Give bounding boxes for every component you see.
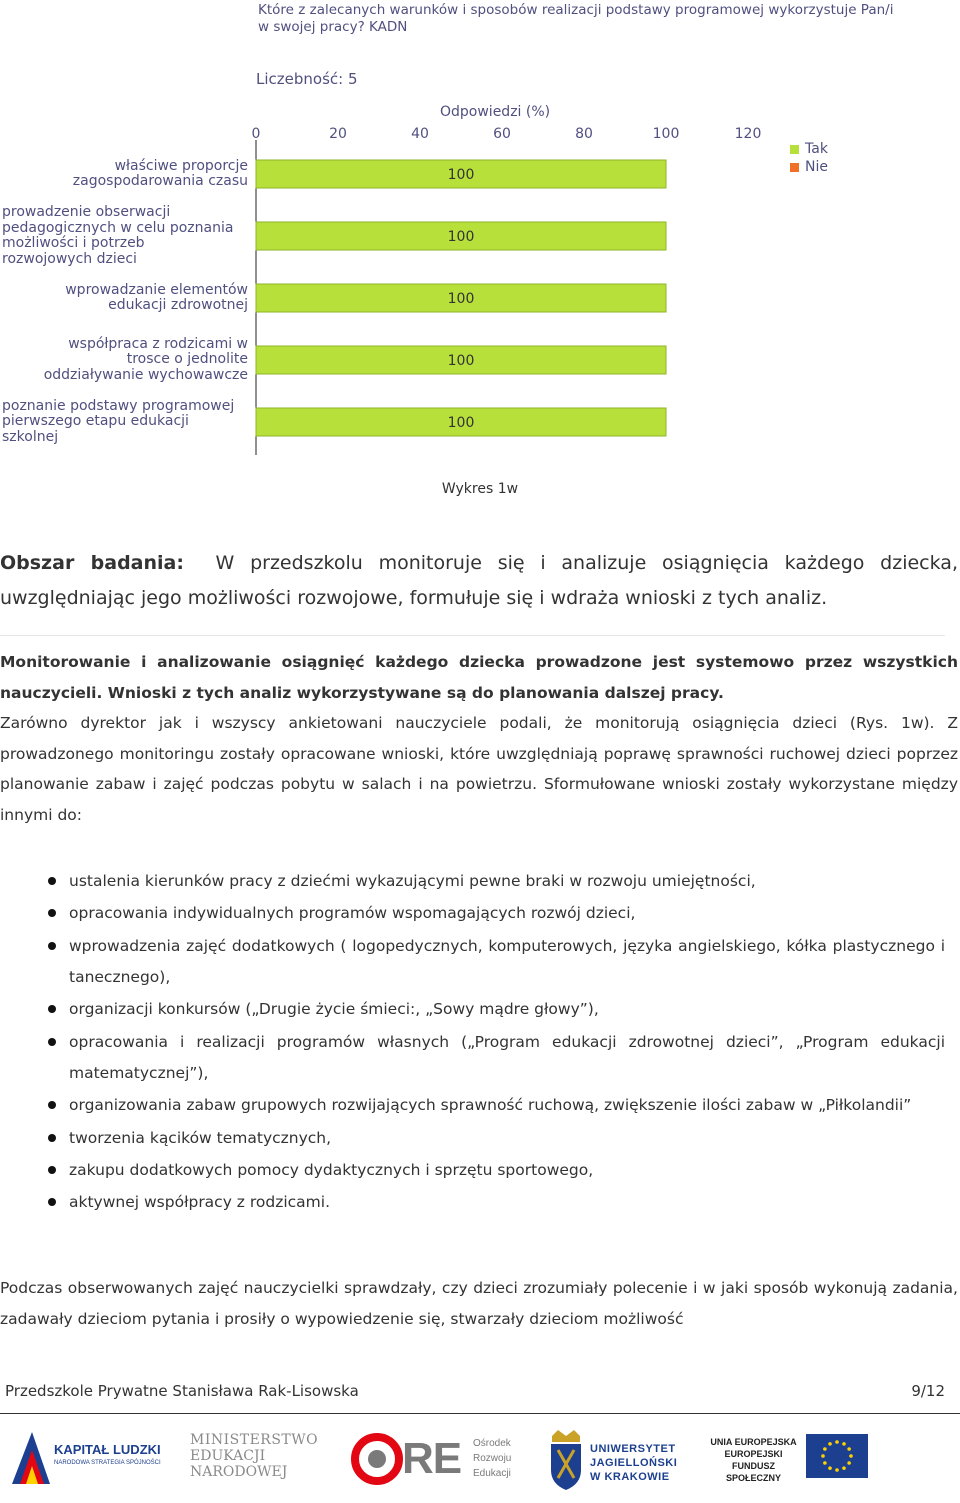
category-label-line: trosce o jednolite	[126, 351, 248, 368]
bullet-icon	[48, 877, 56, 885]
ore-wordmark: RE	[402, 1434, 462, 1483]
category-label	[2, 283, 248, 314]
category-label-line: wprowadzanie elementów	[65, 281, 248, 298]
category-label-line: pedagogicznych w celu poznania	[2, 219, 234, 236]
eu-star-icon	[835, 1468, 839, 1472]
footer-divider	[0, 1413, 960, 1414]
category-label-line: zagospodarowania czasu	[72, 173, 248, 189]
x-tick-label: 40	[411, 126, 429, 142]
research-area-label: Obszar badania:	[0, 552, 184, 574]
eu-star-icon	[828, 1442, 832, 1446]
men-line-1: MINISTERSTWO	[190, 1432, 319, 1448]
kapital-ludzki-emblem-icon	[10, 1430, 52, 1486]
bullet-icon	[48, 1198, 56, 1206]
list-item	[0, 1187, 945, 1218]
list-item-text: aktywnej współpracy z rodzicami.	[69, 1193, 331, 1212]
category-label-line: właściwe proporcje	[114, 157, 248, 174]
kl-title: KAPITAŁ LUDZKI	[54, 1442, 161, 1457]
category-label-line: współpraca z rodzicami w	[68, 335, 248, 352]
category-label	[2, 399, 252, 446]
list-item	[0, 1027, 945, 1089]
bullet-icon	[48, 1038, 56, 1046]
ore-line-3: Edukacji	[473, 1468, 511, 1479]
uj-crest-icon	[548, 1430, 584, 1490]
bar-data-label: 100	[447, 415, 475, 431]
legend-label-nie: Nie	[805, 159, 828, 175]
category-label	[2, 337, 248, 384]
bar-data-label: 100	[447, 353, 475, 369]
eu-star-icon	[847, 1461, 851, 1465]
kl-subtitle: NARODOWA STRATEGIA SPÓJNOŚCI	[54, 1460, 161, 1466]
bar-data-label: 100	[447, 291, 475, 307]
bar-data-label: 100	[447, 167, 475, 183]
eu-star-icon	[828, 1466, 832, 1470]
eu-star-icon	[823, 1461, 827, 1465]
eu-star-icon	[821, 1454, 825, 1458]
category-label-line: edukacji zdrowotnej	[108, 297, 248, 313]
ore-circle-icon	[350, 1432, 404, 1486]
uj-line-1: UNIWERSYTET	[590, 1443, 676, 1455]
ore-line-2: Rozwoju	[473, 1453, 512, 1464]
eu-flag-icon	[806, 1434, 868, 1478]
list-item-text: opracowania i realizacji programów własnych („Program edukacji zdrowotnej dzieci”, „Program edukacji matematycznej”),	[69, 1032, 945, 1082]
ore-line-1: Ośrodek	[473, 1438, 511, 1449]
list-item-text: ustalenia kierunków pracy z dziećmi wykazującymi pewne braki w rozwoju umiejętności,	[69, 872, 756, 890]
list-item	[0, 898, 945, 929]
list-item-text: wprowadzenia zajęć dodatkowych ( logopedycznych, komputerowych, języka angielskiego, kółka plastycznego i tanecznego),	[69, 936, 945, 986]
chart-legend	[790, 140, 828, 176]
eu-star-icon	[849, 1454, 853, 1458]
legend-swatch-tak	[790, 145, 799, 154]
logo-ue	[706, 1434, 876, 1486]
eu-star-icon	[842, 1442, 846, 1446]
category-label-line: możliwości i potrzeb	[2, 235, 145, 251]
list-item	[0, 1155, 945, 1186]
category-label-line: rozwojowych dzieci	[2, 250, 137, 267]
body-paragraph: Zarówno dyrektor jak i wszyscy ankietowani nauczyciele podali, że monitorują osiągnięcia dzieci (Rys. 1w). Z prowadzonego monitoringu zostały opracowane wnioski, które uwzględniają poprawę sprawności ruchowej dzieci poprzez planowanie zabaw i zajęć podczas pobytu w salach i na powietrzu. Sformułowane wnioski zostały wykorzystane między innymi do:	[0, 714, 958, 824]
men-line-3: NARODOWEJ	[190, 1464, 288, 1480]
category-label-line: oddziaływanie wychowawcze	[43, 366, 248, 383]
list-item	[0, 1090, 945, 1121]
x-tick-label: 20	[329, 126, 347, 142]
category-label-line: prowadzenie obserwacji	[2, 204, 171, 220]
closing-paragraph: Podczas obserwowanych zajęć nauczycielki sprawdzały, czy dzieci zrozumiały polecenie i w jaki sposób wykonują zadania, zadawały dzieciom pytania i prosiły o wypowiedzenie się, stwarzały dzieciom możliwość	[0, 1279, 958, 1328]
legend-item-nie	[790, 158, 828, 176]
uj-line-3: W KRAKOWIE	[590, 1471, 670, 1483]
chart-x-axis-label: Odpowiedzi (%)	[440, 104, 551, 120]
page-number: 9/12	[911, 1382, 945, 1400]
bullet-icon	[48, 1166, 56, 1174]
x-tick-label: 100	[652, 126, 680, 142]
eu-star-icon	[842, 1466, 846, 1470]
ue-line-3: FUNDUSZ SPOŁECZNY	[725, 1461, 781, 1483]
list-item	[0, 931, 945, 993]
bullet-icon	[48, 909, 56, 917]
list-item	[0, 866, 945, 897]
uj-text	[590, 1442, 677, 1484]
x-tick-label: 60	[493, 126, 511, 142]
list-item-text: zakupu dodatkowych pomocy dydaktycznych i sprzętu sportowego,	[69, 1160, 594, 1179]
ue-line-1: UNIA EUROPEJSKA	[710, 1437, 797, 1447]
bullet-icon	[48, 1134, 56, 1142]
list-item-text: organizacji konkursów („Drugie życie śmieci:, „Sowy mądre głowy”),	[69, 1000, 599, 1019]
bullet-icon	[48, 942, 56, 950]
summary-paragraph: Monitorowanie i analizowanie osiągnięć każdego dziecka prowadzone jest systemowo przez wszystkich nauczycieli. Wnioski z tych analiz wykorzystywane są do planowania dalszej pracy.	[0, 653, 958, 702]
ue-text	[706, 1436, 801, 1484]
logo-uj	[548, 1430, 688, 1492]
category-label-line: poznanie podstawy programowej	[2, 397, 235, 414]
list-item	[0, 1123, 945, 1154]
conclusions-list	[0, 866, 945, 1220]
legend-swatch-nie	[790, 163, 799, 172]
men-line-2: EDUKACJI	[190, 1448, 266, 1464]
chart-title: Które z zalecanych warunków i sposobów realizacji podstawy programowej wykorzystuje Pan/i w swojej pracy? KADN	[258, 2, 894, 35]
category-label-line: pierwszego etapu edukacji	[2, 413, 189, 430]
figure-caption: Wykres 1w	[441, 481, 519, 497]
logo-kapital-ludzki	[10, 1428, 175, 1490]
list-item-text: organizowania zabaw grupowych rozwijających sprawność ruchową, zwiększenie ilości zabaw w „Piłkolandii”	[69, 1096, 912, 1115]
research-area-text: W przedszkolu monitoruje się i analizuje osiągnięcia każdego dziecka, uwzględniając jego możliwości rozwojowe, formułuje się i wdraża wnioski z tych analiz.	[0, 552, 958, 609]
list-item-text: tworzenia kącików tematycznych,	[69, 1128, 332, 1147]
category-label	[2, 159, 248, 190]
category-label-line: szkolnej	[2, 428, 59, 445]
divider	[0, 635, 945, 636]
footer-institution: Przedszkole Prywatne Stanisława Rak-Lisowska	[5, 1382, 359, 1400]
list-item	[0, 994, 945, 1025]
bar-data-label: 100	[447, 229, 475, 245]
list-item-text: opracowania indywidualnych programów wspomagających rozwój dzieci,	[69, 904, 636, 923]
ore-subtitle	[473, 1436, 511, 1481]
x-tick-label: 120	[734, 126, 762, 142]
logo-men	[190, 1432, 319, 1484]
chart-count-label: Liczebność: 5	[256, 70, 358, 88]
bullet-icon	[48, 1005, 56, 1013]
research-area	[0, 546, 958, 616]
legend-label-tak: Tak	[805, 141, 828, 157]
eu-star-icon	[847, 1447, 851, 1451]
x-tick-label: 0	[251, 126, 261, 142]
logo-ore	[350, 1432, 530, 1487]
uj-line-2: JAGIELLOŃSKI	[590, 1457, 678, 1469]
category-label	[2, 205, 252, 267]
ue-line-2: EUROPEJSKI	[724, 1449, 783, 1459]
eu-star-icon	[835, 1440, 839, 1444]
legend-item-tak	[790, 140, 828, 158]
bullet-icon	[48, 1101, 56, 1109]
x-tick-label: 80	[575, 126, 593, 142]
eu-star-icon	[823, 1447, 827, 1451]
